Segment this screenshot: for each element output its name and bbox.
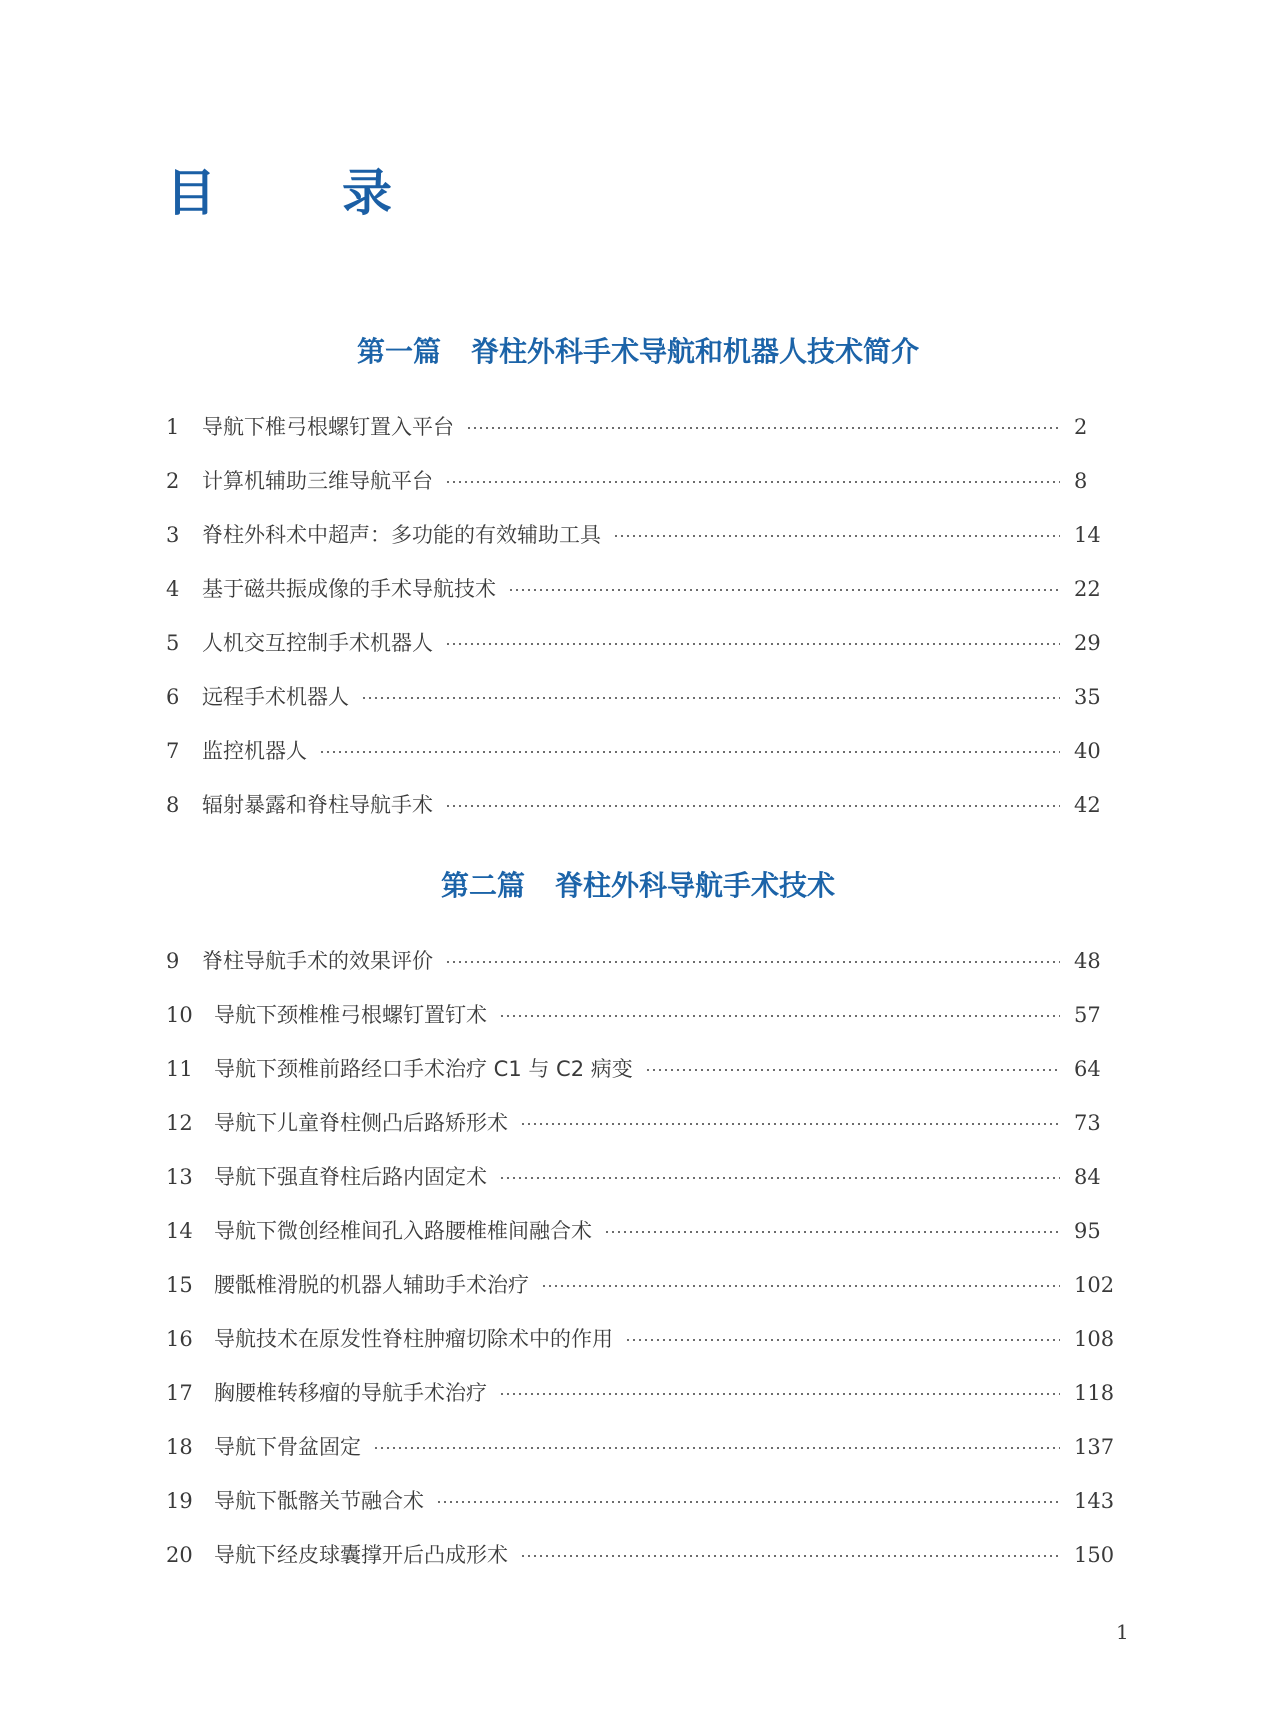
chapter-page: 118 <box>1074 1381 1115 1405</box>
chapter-number: 18 <box>166 1435 193 1459</box>
chapter-number: 1 <box>166 415 180 439</box>
chapter-title: 导航下椎弓根螺钉置入平台 <box>202 415 454 439</box>
dot-leader <box>508 589 1060 591</box>
chapter-page: 2 <box>1074 415 1088 439</box>
chapter-number: 20 <box>166 1543 193 1567</box>
chapter-page: 29 <box>1074 631 1101 655</box>
toc-entry[interactable] <box>166 1216 1126 1246</box>
chapter-title: 监控机器人 <box>202 739 307 763</box>
dot-leader <box>361 697 1060 699</box>
dot-leader <box>645 1069 1060 1071</box>
chapter-number: 16 <box>166 1327 193 1351</box>
part-name: 脊柱外科导航手术技术 <box>555 869 836 902</box>
chapter-number: 19 <box>166 1489 193 1513</box>
dot-leader <box>466 427 1060 429</box>
dot-leader <box>373 1447 1060 1449</box>
chapter-number: 2 <box>166 469 180 493</box>
toc-entry[interactable] <box>166 1162 1126 1192</box>
part-label: 第一篇 <box>356 335 441 368</box>
chapter-page: 57 <box>1074 1003 1101 1027</box>
chapter-page: 48 <box>1074 949 1101 973</box>
chapter-number: 4 <box>166 577 180 601</box>
chapter-page: 14 <box>1074 523 1101 547</box>
chapter-number: 11 <box>166 1057 193 1081</box>
dot-leader <box>499 1393 1060 1395</box>
chapter-title: 导航下强直脊柱后路内固定术 <box>214 1165 487 1189</box>
toc-entry[interactable] <box>166 1432 1126 1462</box>
toc-entry[interactable] <box>166 1378 1126 1408</box>
toc-entry[interactable] <box>166 1108 1126 1138</box>
dot-leader <box>499 1177 1060 1179</box>
chapter-title: 人机交互控制手术机器人 <box>202 631 433 655</box>
chapter-number: 7 <box>166 739 180 763</box>
chapter-number: 15 <box>166 1273 193 1297</box>
chapter-number: 3 <box>166 523 180 547</box>
chapter-page: 8 <box>1074 469 1088 493</box>
toc-entry[interactable] <box>166 736 1126 766</box>
chapter-title: 导航下经皮球囊撑开后凸成形术 <box>214 1543 508 1567</box>
chapter-title: 腰骶椎滑脱的机器人辅助手术治疗 <box>214 1273 529 1297</box>
chapter-page: 137 <box>1074 1435 1115 1459</box>
chapter-title: 远程手术机器人 <box>202 685 349 709</box>
chapter-number: 9 <box>166 949 180 973</box>
chapter-page: 22 <box>1074 577 1101 601</box>
chapter-title: 基于磁共振成像的手术导航技术 <box>202 577 496 601</box>
dot-leader <box>520 1555 1060 1557</box>
chapter-title: 导航下骨盆固定 <box>214 1435 361 1459</box>
part-label: 第二篇 <box>440 869 525 902</box>
chapter-page: 143 <box>1074 1489 1115 1513</box>
chapter-page: 150 <box>1074 1543 1115 1567</box>
chapter-title: 导航下骶髂关节融合术 <box>214 1489 424 1513</box>
chapter-title: 导航技术在原发性脊柱肿瘤切除术中的作用 <box>214 1327 613 1351</box>
chapter-title: 导航下颈椎椎弓根螺钉置钉术 <box>214 1003 487 1027</box>
toc-entry[interactable] <box>166 1486 1126 1516</box>
dot-leader <box>499 1015 1060 1017</box>
chapter-number: 10 <box>166 1003 193 1027</box>
toc-entry[interactable] <box>166 946 1126 976</box>
chapter-number: 6 <box>166 685 180 709</box>
toc-entry[interactable] <box>166 1000 1126 1030</box>
dot-leader <box>520 1123 1060 1125</box>
toc-entry[interactable] <box>166 790 1126 820</box>
chapter-page: 102 <box>1074 1273 1115 1297</box>
toc-entry[interactable] <box>166 466 1126 496</box>
chapter-title: 导航下儿童脊柱侧凸后路矫形术 <box>214 1111 508 1135</box>
chapter-page: 42 <box>1074 793 1101 817</box>
chapter-title: 导航下颈椎前路经口手术治疗 C1 与 C2 病变 <box>214 1057 633 1081</box>
toc-entry[interactable] <box>166 1054 1126 1084</box>
chapter-number: 13 <box>166 1165 193 1189</box>
part-name: 脊柱外科手术导航和机器人技术简介 <box>471 335 920 368</box>
dot-leader <box>319 751 1060 753</box>
dot-leader <box>604 1231 1060 1233</box>
dot-leader <box>436 1501 1060 1503</box>
toc-entry[interactable] <box>166 520 1126 550</box>
part-title-1 <box>0 335 1276 368</box>
toc-entry[interactable] <box>166 574 1126 604</box>
toc-entry[interactable] <box>166 412 1126 442</box>
chapter-title: 辐射暴露和脊柱导航手术 <box>202 793 433 817</box>
chapter-title: 胸腰椎转移瘤的导航手术治疗 <box>214 1381 487 1405</box>
chapter-page: 35 <box>1074 685 1101 709</box>
chapter-page: 40 <box>1074 739 1101 763</box>
dot-leader <box>541 1285 1060 1287</box>
chapter-page: 108 <box>1074 1327 1115 1351</box>
toc-entry[interactable] <box>166 1324 1126 1354</box>
toc-entry[interactable] <box>166 682 1126 712</box>
chapter-page: 95 <box>1074 1219 1101 1243</box>
page-title: 目 录 <box>166 163 430 222</box>
chapter-number: 8 <box>166 793 180 817</box>
dot-leader <box>445 961 1060 963</box>
dot-leader <box>445 805 1060 807</box>
dot-leader <box>613 535 1060 537</box>
dot-leader <box>445 643 1060 645</box>
chapter-page: 73 <box>1074 1111 1101 1135</box>
chapter-title: 计算机辅助三维导航平台 <box>202 469 433 493</box>
dot-leader <box>445 481 1060 483</box>
chapter-number: 12 <box>166 1111 193 1135</box>
chapter-number: 17 <box>166 1381 193 1405</box>
part-title-2 <box>0 869 1276 902</box>
toc-entry[interactable] <box>166 1540 1126 1570</box>
chapter-number: 14 <box>166 1219 193 1243</box>
chapter-title: 导航下微创经椎间孔入路腰椎椎间融合术 <box>214 1219 592 1243</box>
page-number: 1 <box>1116 1620 1129 1644</box>
chapter-number: 5 <box>166 631 180 655</box>
chapter-page: 84 <box>1074 1165 1101 1189</box>
toc-entry[interactable] <box>166 1270 1126 1300</box>
chapter-page: 64 <box>1074 1057 1101 1081</box>
chapter-title: 脊柱导航手术的效果评价 <box>202 949 433 973</box>
dot-leader <box>625 1339 1060 1341</box>
toc-entry[interactable] <box>166 628 1126 658</box>
chapter-title: 脊柱外科术中超声：多功能的有效辅助工具 <box>202 523 601 547</box>
